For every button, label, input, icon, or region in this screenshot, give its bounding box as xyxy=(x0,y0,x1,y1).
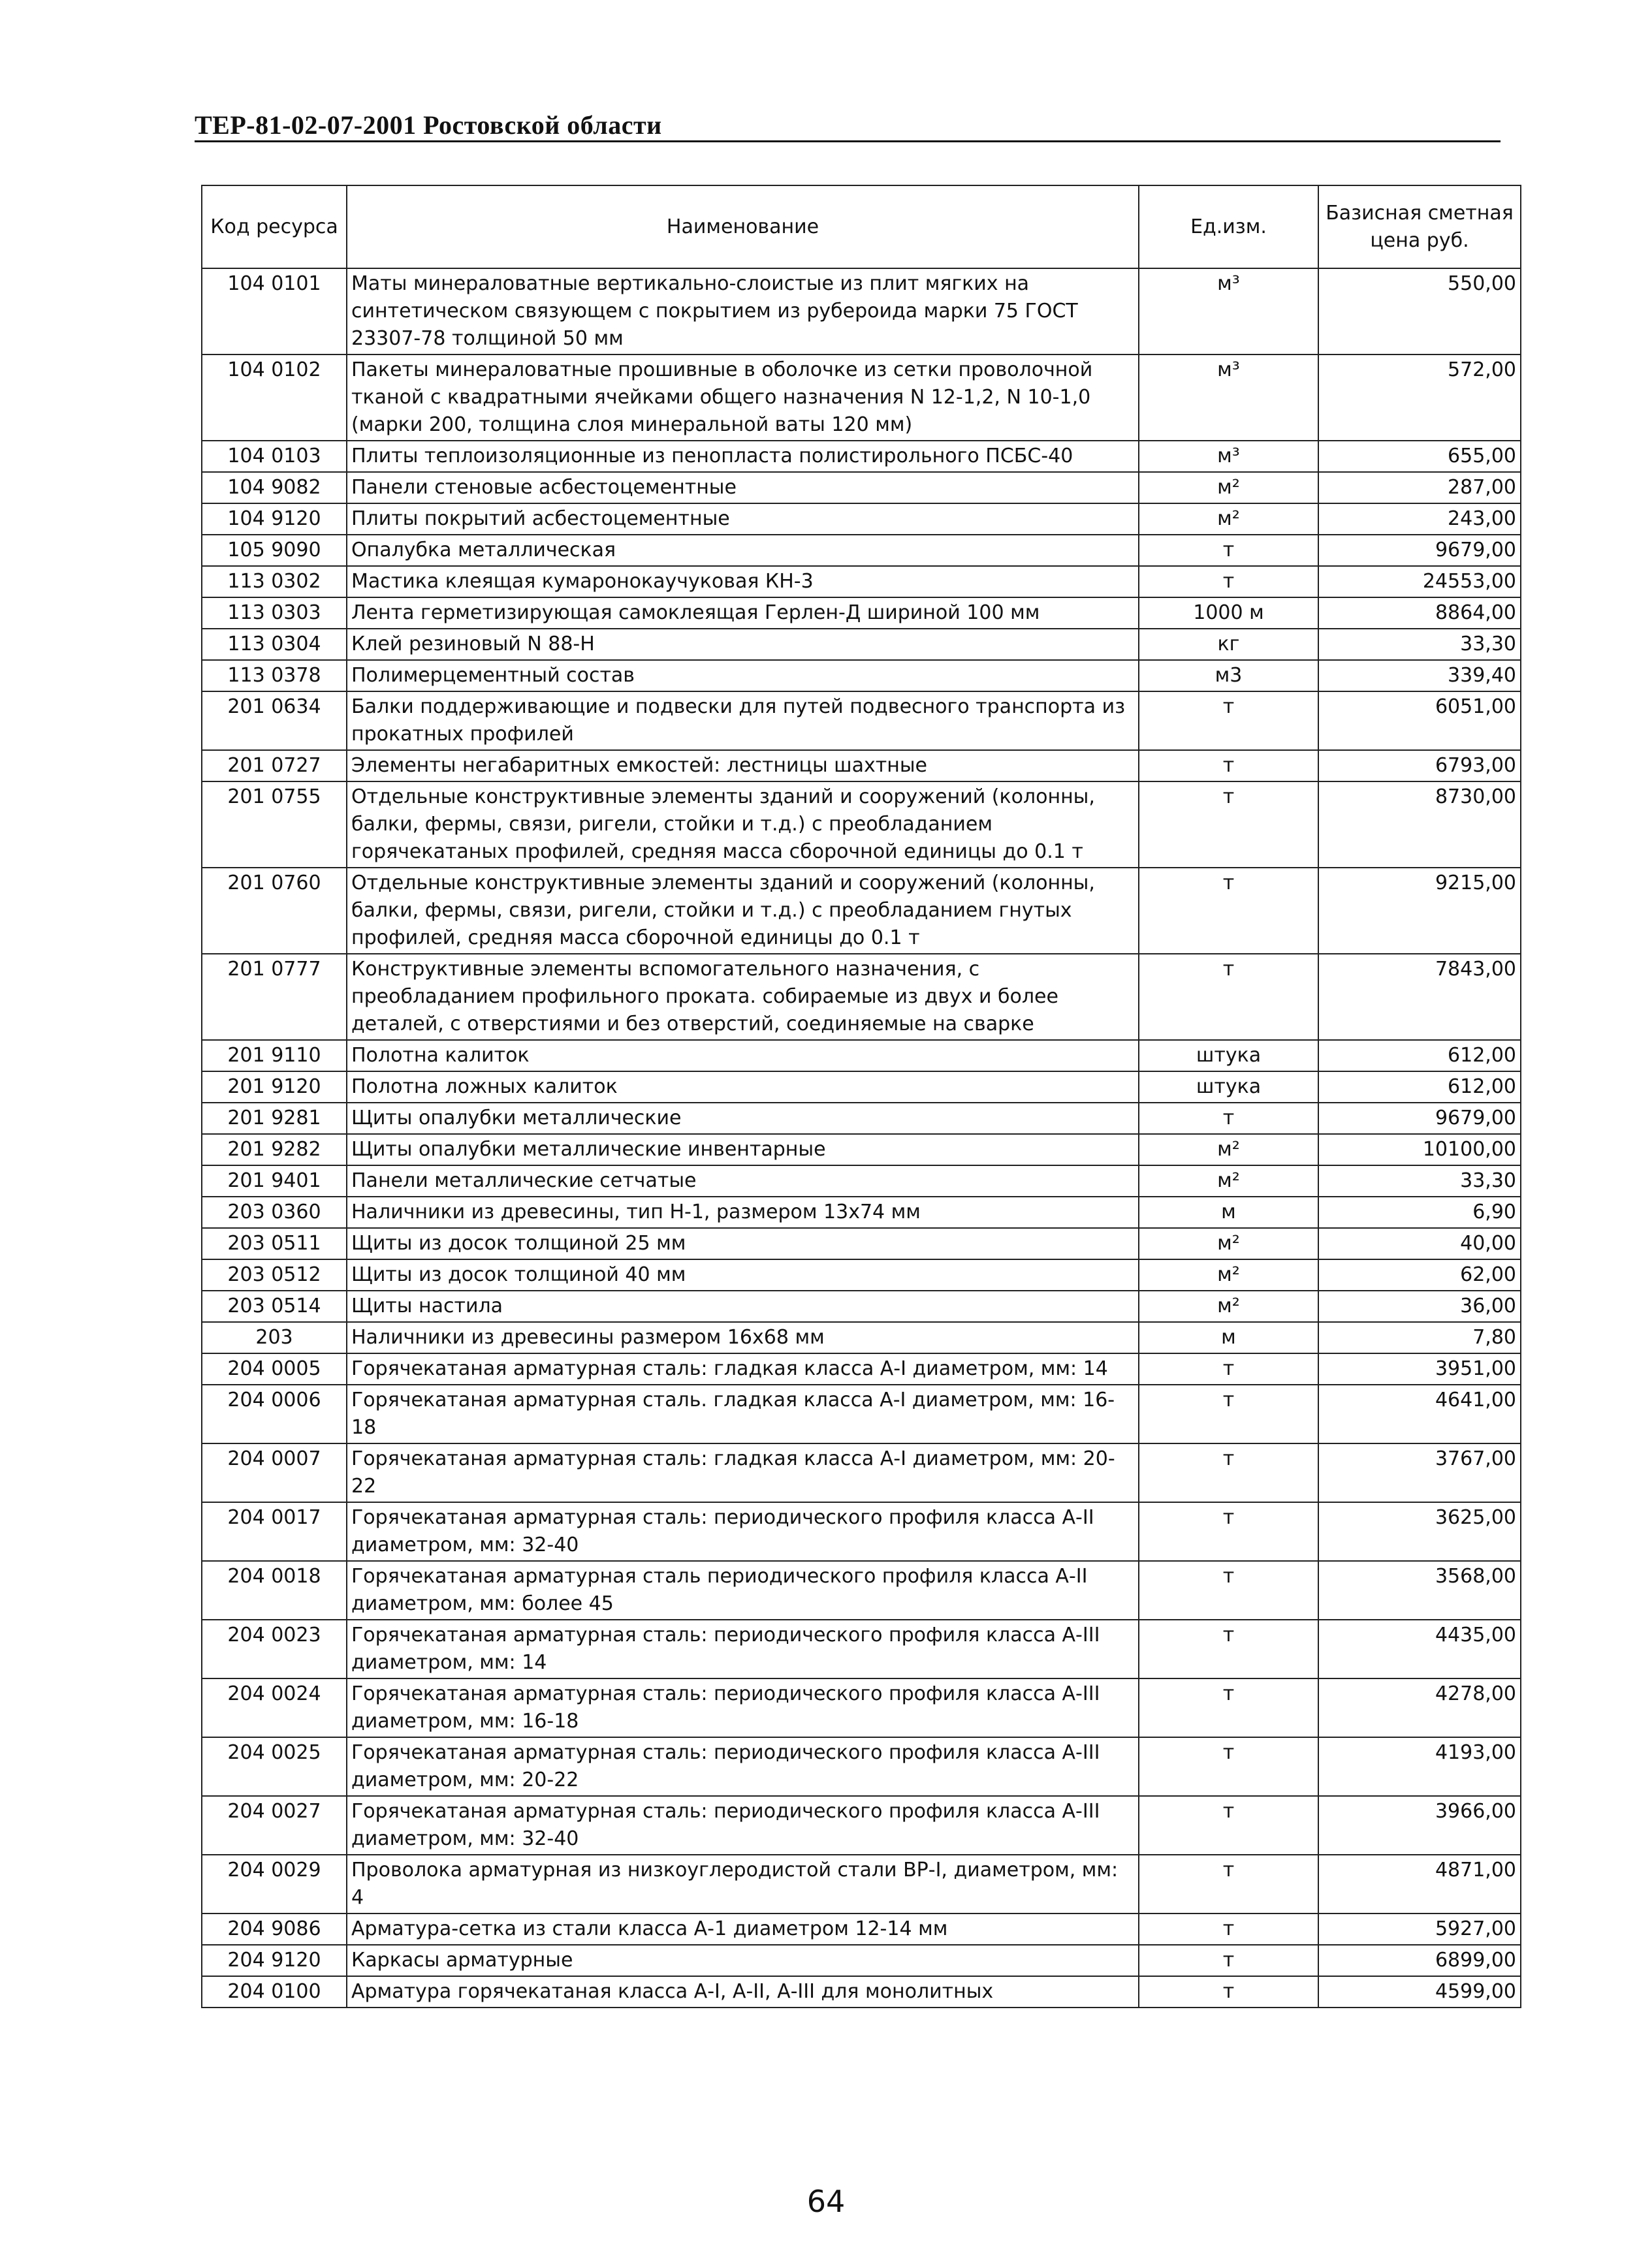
table-row xyxy=(202,1353,1521,1385)
cell-name: Отдельные конструктивные элементы зданий и сооружений (колонны, балки, фермы, связи, ригели, стойки и т.д.) с преобладанием гнутых профилей, средняя масса сборочной единицы до 0.1 т xyxy=(347,868,1139,954)
cell-unit: т xyxy=(1139,1945,1318,1976)
cell-unit: т xyxy=(1139,691,1318,750)
cell-unit: м3 xyxy=(1139,660,1318,691)
table-row xyxy=(202,1796,1521,1855)
cell-code: 201 9120 xyxy=(202,1071,347,1103)
cell-price: 8864,00 xyxy=(1318,597,1521,629)
cell-code: 204 0017 xyxy=(202,1502,347,1561)
cell-code: 201 0777 xyxy=(202,954,347,1040)
cell-price: 572,00 xyxy=(1318,354,1521,441)
cell-name: Пакеты минераловатные прошивные в оболочке из сетки проволочной тканой с квадратными ячейками общего назначения N 12-1,2, N 10-1,0 (марки 200, толщина слоя минеральной ваты 120 мм) xyxy=(347,354,1139,441)
cell-price: 36,00 xyxy=(1318,1291,1521,1322)
table-row xyxy=(202,1443,1521,1502)
table-row xyxy=(202,1976,1521,2008)
table-row xyxy=(202,1165,1521,1197)
cell-code: 204 0027 xyxy=(202,1796,347,1855)
cell-code: 203 0514 xyxy=(202,1291,347,1322)
cell-price: 612,00 xyxy=(1318,1071,1521,1103)
cell-name: Щиты из досок толщиной 25 мм xyxy=(347,1228,1139,1259)
cell-price: 5927,00 xyxy=(1318,1914,1521,1945)
table-row xyxy=(202,1855,1521,1914)
cell-unit: т xyxy=(1139,566,1318,597)
cell-price: 4278,00 xyxy=(1318,1678,1521,1737)
header-rule xyxy=(195,140,1501,142)
cell-unit: штука xyxy=(1139,1071,1318,1103)
cell-unit: м² xyxy=(1139,1134,1318,1165)
cell-price: 10100,00 xyxy=(1318,1134,1521,1165)
cell-name: Горячекатаная арматурная сталь: периодического профиля класса А-III диаметром, мм: 16-18 xyxy=(347,1678,1139,1737)
cell-unit: т xyxy=(1139,954,1318,1040)
table-row xyxy=(202,1103,1521,1134)
table-row xyxy=(202,1040,1521,1071)
cell-price: 33,30 xyxy=(1318,1165,1521,1197)
cell-name: Плиты теплоизоляционные из пенопласта полистирольного ПСБС-40 xyxy=(347,441,1139,472)
cell-unit: м³ xyxy=(1139,441,1318,472)
cell-price: 9679,00 xyxy=(1318,1103,1521,1134)
table-row xyxy=(202,1134,1521,1165)
table-row xyxy=(202,597,1521,629)
cell-name: Балки поддерживающие и подвески для путей подвесного транспорта из прокатных профилей xyxy=(347,691,1139,750)
cell-name: Полимерцементный состав xyxy=(347,660,1139,691)
cell-code: 104 0103 xyxy=(202,441,347,472)
cell-code: 113 0378 xyxy=(202,660,347,691)
cell-code: 203 xyxy=(202,1322,347,1353)
table-header-row xyxy=(202,185,1521,268)
cell-name: Щиты опалубки металлические xyxy=(347,1103,1139,1134)
table-row xyxy=(202,503,1521,535)
cell-price: 550,00 xyxy=(1318,268,1521,354)
cell-name: Горячекатаная арматурная сталь: периодического профиля класса А-III диаметром, мм: 32-40 xyxy=(347,1796,1139,1855)
column-header-name: Наименование xyxy=(347,185,1139,268)
table-row xyxy=(202,1071,1521,1103)
column-header-price: Базисная сметная цена руб. xyxy=(1318,185,1521,268)
cell-unit: 1000 м xyxy=(1139,597,1318,629)
cell-code: 105 9090 xyxy=(202,535,347,566)
table-row xyxy=(202,691,1521,750)
table-row xyxy=(202,1228,1521,1259)
cell-code: 204 0018 xyxy=(202,1561,347,1620)
cell-price: 6,90 xyxy=(1318,1197,1521,1228)
cell-name: Горячекатаная арматурная сталь: периодического профиля класса А-III диаметром, мм: 20-22 xyxy=(347,1737,1139,1796)
cell-name: Лента герметизирующая самоклеящая Герлен-Д шириной 100 мм xyxy=(347,597,1139,629)
resource-price-table xyxy=(201,185,1521,2008)
cell-price: 4871,00 xyxy=(1318,1855,1521,1914)
cell-name: Наличники из древесины, тип Н-1, размером 13х74 мм xyxy=(347,1197,1139,1228)
cell-unit: т xyxy=(1139,1353,1318,1385)
cell-price: 24553,00 xyxy=(1318,566,1521,597)
cell-unit: м³ xyxy=(1139,268,1318,354)
cell-name: Элементы негабаритных емкостей: лестницы шахтные xyxy=(347,750,1139,781)
cell-code: 204 0005 xyxy=(202,1353,347,1385)
table-row xyxy=(202,1737,1521,1796)
cell-price: 9215,00 xyxy=(1318,868,1521,954)
cell-price: 6793,00 xyxy=(1318,750,1521,781)
table-row xyxy=(202,1945,1521,1976)
cell-price: 40,00 xyxy=(1318,1228,1521,1259)
cell-unit: т xyxy=(1139,750,1318,781)
cell-name: Полотна калиток xyxy=(347,1040,1139,1071)
cell-code: 104 9082 xyxy=(202,472,347,503)
cell-unit: т xyxy=(1139,1385,1318,1443)
cell-price: 4599,00 xyxy=(1318,1976,1521,2008)
cell-name: Горячекатаная арматурная сталь: периодического профиля класса А-II диаметром, мм: 32-40 xyxy=(347,1502,1139,1561)
cell-unit: м² xyxy=(1139,1228,1318,1259)
table-row xyxy=(202,629,1521,660)
cell-code: 203 0360 xyxy=(202,1197,347,1228)
cell-code: 201 0634 xyxy=(202,691,347,750)
cell-price: 4435,00 xyxy=(1318,1620,1521,1678)
table-row xyxy=(202,472,1521,503)
cell-name: Наличники из древесины размером 16х68 мм xyxy=(347,1322,1139,1353)
cell-unit: т xyxy=(1139,868,1318,954)
cell-code: 201 0727 xyxy=(202,750,347,781)
column-header-unit: Ед.изм. xyxy=(1139,185,1318,268)
cell-name: Щиты опалубки металлические инвентарные xyxy=(347,1134,1139,1165)
cell-price: 33,30 xyxy=(1318,629,1521,660)
cell-name: Мастика клеящая кумаронокаучуковая КН-3 xyxy=(347,566,1139,597)
cell-name: Арматура горячекатаная класса А-I, А-II, А-III для монолитных xyxy=(347,1976,1139,2008)
table-row xyxy=(202,1502,1521,1561)
cell-code: 104 0101 xyxy=(202,268,347,354)
cell-unit: м xyxy=(1139,1322,1318,1353)
cell-price: 3767,00 xyxy=(1318,1443,1521,1502)
cell-code: 201 0760 xyxy=(202,868,347,954)
cell-code: 201 9110 xyxy=(202,1040,347,1071)
cell-price: 4641,00 xyxy=(1318,1385,1521,1443)
cell-unit: м² xyxy=(1139,472,1318,503)
cell-price: 9679,00 xyxy=(1318,535,1521,566)
cell-name: Плиты покрытий асбестоцементные xyxy=(347,503,1139,535)
cell-code: 204 0029 xyxy=(202,1855,347,1914)
cell-code: 204 0025 xyxy=(202,1737,347,1796)
cell-unit: т xyxy=(1139,1678,1318,1737)
table-row xyxy=(202,1291,1521,1322)
table-row xyxy=(202,1197,1521,1228)
cell-unit: т xyxy=(1139,1976,1318,2008)
table-row xyxy=(202,1322,1521,1353)
cell-code: 204 0007 xyxy=(202,1443,347,1502)
column-header-code: Код ресурса xyxy=(202,185,347,268)
page-number: 64 xyxy=(806,2184,846,2219)
cell-name: Панели металлические сетчатые xyxy=(347,1165,1139,1197)
cell-unit: т xyxy=(1139,1796,1318,1855)
cell-name: Конструктивные элементы вспомогательного назначения, с преобладанием профильного проката. собираемые из двух и более деталей, с отверстиями и без отверстий, соединяемые на сварке xyxy=(347,954,1139,1040)
cell-unit: т xyxy=(1139,1914,1318,1945)
table-row xyxy=(202,1259,1521,1291)
table-row xyxy=(202,354,1521,441)
cell-unit: т xyxy=(1139,1502,1318,1561)
cell-price: 62,00 xyxy=(1318,1259,1521,1291)
cell-price: 3625,00 xyxy=(1318,1502,1521,1561)
cell-name: Горячекатаная арматурная сталь. гладкая класса А-I диаметром, мм: 16-18 xyxy=(347,1385,1139,1443)
table-row xyxy=(202,868,1521,954)
cell-price: 612,00 xyxy=(1318,1040,1521,1071)
cell-price: 243,00 xyxy=(1318,503,1521,535)
cell-unit: м² xyxy=(1139,1165,1318,1197)
cell-unit: т xyxy=(1139,1620,1318,1678)
cell-name: Горячекатаная арматурная сталь периодического профиля класса А-II диаметром, мм: более 45 xyxy=(347,1561,1139,1620)
cell-unit: м³ xyxy=(1139,354,1318,441)
table-body xyxy=(202,268,1521,2008)
cell-code: 203 0511 xyxy=(202,1228,347,1259)
cell-code: 204 0023 xyxy=(202,1620,347,1678)
cell-name: Проволока арматурная из низкоуглеродистой стали ВР-I, диаметром, мм: 4 xyxy=(347,1855,1139,1914)
cell-code: 104 9120 xyxy=(202,503,347,535)
cell-name: Клей резиновый N 88-Н xyxy=(347,629,1139,660)
cell-unit: т xyxy=(1139,1737,1318,1796)
table-row xyxy=(202,1385,1521,1443)
cell-price: 4193,00 xyxy=(1318,1737,1521,1796)
cell-unit: кг xyxy=(1139,629,1318,660)
cell-name: Панели стеновые асбестоцементные xyxy=(347,472,1139,503)
cell-unit: м² xyxy=(1139,503,1318,535)
cell-price: 6899,00 xyxy=(1318,1945,1521,1976)
cell-name: Опалубка металлическая xyxy=(347,535,1139,566)
cell-unit: штука xyxy=(1139,1040,1318,1071)
table-row xyxy=(202,268,1521,354)
cell-code: 201 9282 xyxy=(202,1134,347,1165)
cell-code: 204 9086 xyxy=(202,1914,347,1945)
cell-name: Отдельные конструктивные элементы зданий и сооружений (колонны, балки, фермы, связи, ригели, стойки и т.д.) с преобладанием горячекатаных профилей, средняя масса сборочной единицы до 0.1 т xyxy=(347,781,1139,868)
cell-name: Маты минераловатные вертикально-слоистые из плит мягких на синтетическом связующем с покрытием из рубероида марки 75 ГОСТ 23307-78 толщиной 50 мм xyxy=(347,268,1139,354)
cell-name: Арматура-сетка из стали класса А-1 диаметром 12-14 мм xyxy=(347,1914,1139,1945)
cell-code: 201 9281 xyxy=(202,1103,347,1134)
running-header: ТЕР-81-02-07-2001 Ростовской области xyxy=(195,110,662,140)
cell-unit: т xyxy=(1139,1103,1318,1134)
cell-price: 6051,00 xyxy=(1318,691,1521,750)
cell-code: 204 0100 xyxy=(202,1976,347,2008)
cell-name: Щиты из досок толщиной 40 мм xyxy=(347,1259,1139,1291)
table-row xyxy=(202,660,1521,691)
cell-price: 7,80 xyxy=(1318,1322,1521,1353)
cell-name: Щиты настила xyxy=(347,1291,1139,1322)
cell-name: Горячекатаная арматурная сталь: периодического профиля класса А-III диаметром, мм: 14 xyxy=(347,1620,1139,1678)
cell-name: Каркасы арматурные xyxy=(347,1945,1139,1976)
cell-unit: т xyxy=(1139,1855,1318,1914)
cell-unit: м² xyxy=(1139,1259,1318,1291)
cell-price: 287,00 xyxy=(1318,472,1521,503)
cell-code: 113 0302 xyxy=(202,566,347,597)
table-row xyxy=(202,1620,1521,1678)
cell-name: Горячекатаная арматурная сталь: гладкая класса А-I диаметром, мм: 20-22 xyxy=(347,1443,1139,1502)
cell-code: 203 0512 xyxy=(202,1259,347,1291)
cell-price: 8730,00 xyxy=(1318,781,1521,868)
cell-code: 204 0006 xyxy=(202,1385,347,1443)
cell-code: 113 0304 xyxy=(202,629,347,660)
cell-unit: т xyxy=(1139,535,1318,566)
cell-price: 3568,00 xyxy=(1318,1561,1521,1620)
cell-price: 339,40 xyxy=(1318,660,1521,691)
cell-name: Горячекатаная арматурная сталь: гладкая класса А-I диаметром, мм: 14 xyxy=(347,1353,1139,1385)
cell-price: 7843,00 xyxy=(1318,954,1521,1040)
cell-unit: м xyxy=(1139,1197,1318,1228)
cell-price: 655,00 xyxy=(1318,441,1521,472)
table-row xyxy=(202,1914,1521,1945)
cell-unit: т xyxy=(1139,1443,1318,1502)
cell-code: 104 0102 xyxy=(202,354,347,441)
cell-price: 3951,00 xyxy=(1318,1353,1521,1385)
cell-unit: т xyxy=(1139,1561,1318,1620)
cell-price: 3966,00 xyxy=(1318,1796,1521,1855)
cell-code: 201 9401 xyxy=(202,1165,347,1197)
table-row xyxy=(202,535,1521,566)
cell-unit: т xyxy=(1139,781,1318,868)
table-row xyxy=(202,781,1521,868)
cell-code: 204 9120 xyxy=(202,1945,347,1976)
table-row xyxy=(202,441,1521,472)
cell-unit: м² xyxy=(1139,1291,1318,1322)
table-row xyxy=(202,954,1521,1040)
table-row xyxy=(202,1561,1521,1620)
cell-name: Полотна ложных калиток xyxy=(347,1071,1139,1103)
cell-code: 113 0303 xyxy=(202,597,347,629)
cell-code: 201 0755 xyxy=(202,781,347,868)
table-row xyxy=(202,750,1521,781)
table-row xyxy=(202,566,1521,597)
table-row xyxy=(202,1678,1521,1737)
cell-code: 204 0024 xyxy=(202,1678,347,1737)
